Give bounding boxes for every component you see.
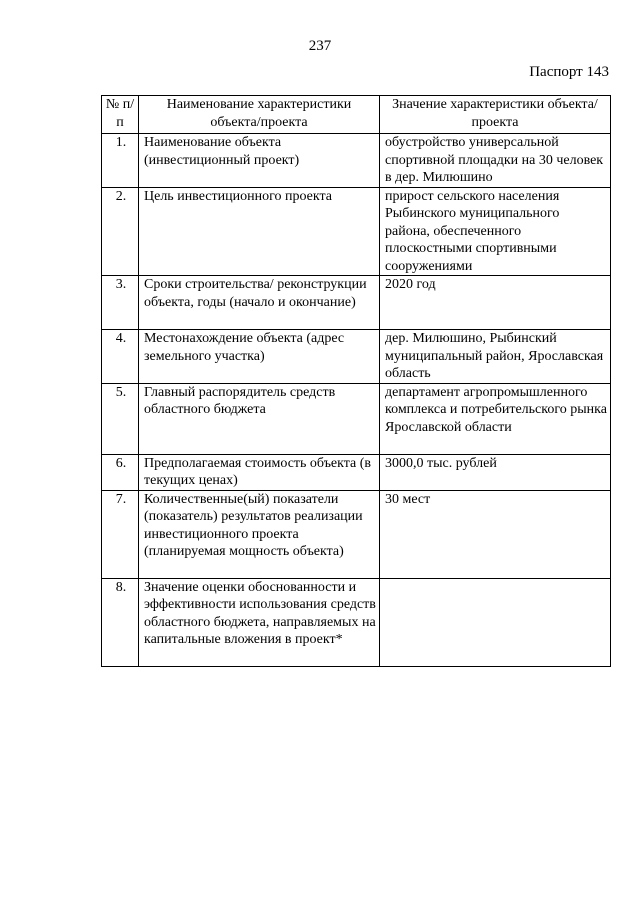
row-characteristic-name: Местонахождение объекта (адрес земельного участка) — [139, 330, 380, 384]
header-characteristic-value: Значение характеристики объекта/проекта — [380, 96, 611, 134]
row-characteristic-name: Значение оценки обоснованности и эффективности использования средств областного бюджета, направляемых на капитальные вложения в проект* — [139, 578, 380, 666]
passport-label: Паспорт 143 — [529, 64, 609, 80]
table-row — [102, 578, 611, 666]
table-row — [102, 276, 611, 330]
header-number: № п/п — [102, 96, 139, 134]
header-characteristic-name: Наименование характеристики объекта/проекта — [139, 96, 380, 134]
row-number: 7. — [102, 490, 139, 578]
passport-table — [101, 95, 611, 667]
table-row — [102, 134, 611, 188]
row-characteristic-value: 2020 год — [380, 276, 611, 330]
row-number: 6. — [102, 454, 139, 490]
row-characteristic-value: 3000,0 тыс. рублей — [380, 454, 611, 490]
row-number: 3. — [102, 276, 139, 330]
row-characteristic-value: обустройство универсальной спортивной площадки на 30 человек в дер. Милюшино — [380, 134, 611, 188]
row-characteristic-name: Сроки строительства/ реконструкции объекта, годы (начало и окончание) — [139, 276, 380, 330]
table-row — [102, 454, 611, 490]
row-number: 5. — [102, 383, 139, 454]
table-row — [102, 187, 611, 276]
table-header-row — [102, 96, 611, 134]
row-characteristic-name: Главный распорядитель средств областного бюджета — [139, 383, 380, 454]
row-characteristic-value: департамент агропромышленного комплекса и потребительского рынка Ярославской области — [380, 383, 611, 454]
row-characteristic-value — [380, 578, 611, 666]
row-number: 8. — [102, 578, 139, 666]
row-number: 2. — [102, 187, 139, 276]
row-characteristic-name: Наименование объекта (инвестиционный проект) — [139, 134, 380, 188]
page-number: 237 — [308, 38, 332, 54]
table-row — [102, 490, 611, 578]
table-row — [102, 383, 611, 454]
row-number: 1. — [102, 134, 139, 188]
row-characteristic-name: Цель инвестиционного проекта — [139, 187, 380, 276]
row-characteristic-value: прирост сельского населения Рыбинского муниципального района, обеспеченного плоскостными спортивными сооружениями — [380, 187, 611, 276]
row-number: 4. — [102, 330, 139, 384]
table-row — [102, 330, 611, 384]
row-characteristic-value: 30 мест — [380, 490, 611, 578]
row-characteristic-name: Предполагаемая стоимость объекта (в текущих ценах) — [139, 454, 380, 490]
row-characteristic-value: дер. Милюшино, Рыбинский муниципальный район, Ярославская область — [380, 330, 611, 384]
row-characteristic-name: Количественные(ый) показатели (показатель) результатов реализации инвестиционного проекта (планируемая мощность объекта) — [139, 490, 380, 578]
